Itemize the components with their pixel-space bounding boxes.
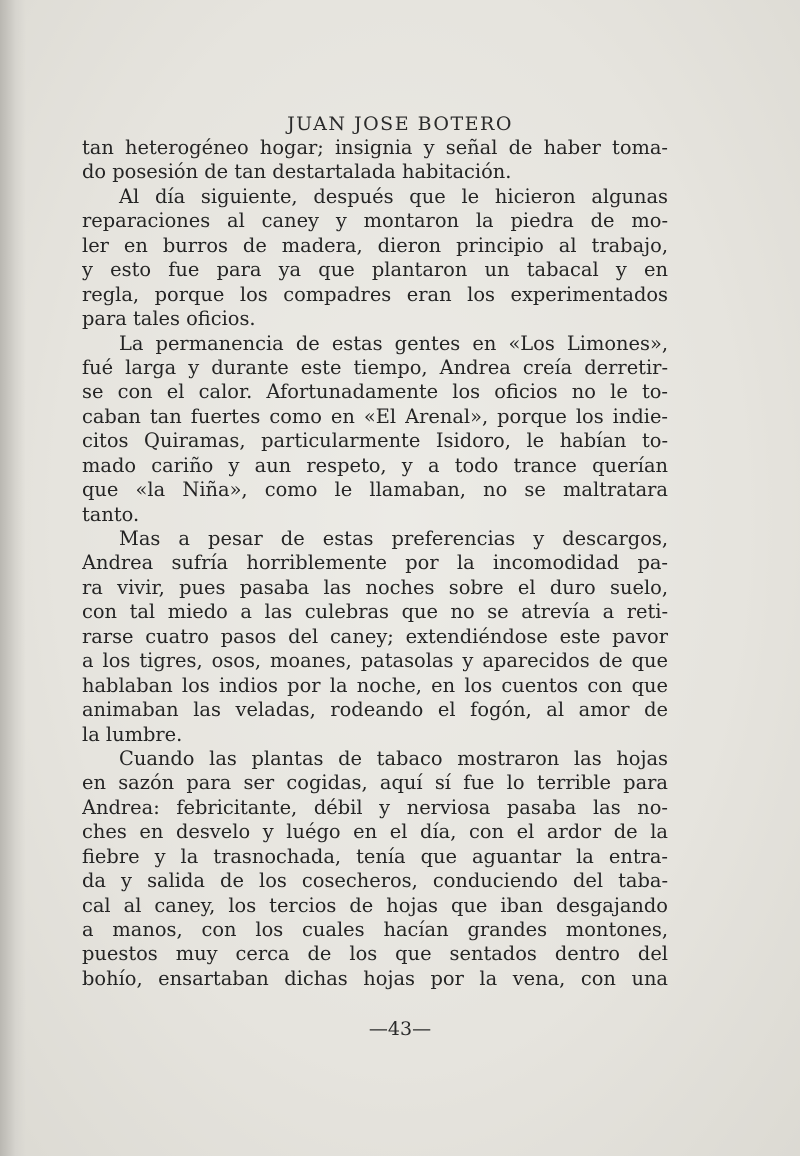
body-text [82,136,668,991]
text-line: citos Quiramas, particularmente Isidoro, le habían to- [82,429,668,453]
text-line: la lumbre. [82,722,183,746]
text-line: da y salida de los cosecheros, conduciendo del taba- [82,869,668,893]
text-line: regla, porque los compadres eran los experimentados [82,282,668,306]
text-line: a manos, con los cuales hacían grandes montones, [82,918,668,941]
text-line: con tal miedo a las culebras que no se atrevía a reti- [82,600,668,624]
running-head: JUAN JOSE BOTERO [287,113,513,135]
text-line: bohío, ensartaban dichas hojas por la vena, con una [82,966,668,990]
text-line: cal al caney, los tercios de hojas que iban desgajando [82,893,668,917]
text-line: Al día siguiente, después que le hicieron algunas [119,184,668,208]
text-line: puestos muy cerca de los que sentados dentro del [82,942,668,966]
text-line: tanto. [82,502,140,526]
text-line: Cuando las plantas de tabaco mostraron las hojas [119,746,668,770]
text-line: para tales oficios. [82,307,256,331]
text-line: ra vivir, pues pasaba las noches sobre el duro suelo, [82,575,668,599]
text-line: Mas a pesar de estas preferencias y descargos, [119,527,668,550]
text-line: que «la Niña», como le llamaban, no se maltratara [82,478,668,502]
text-line: rarse cuatro pasos del caney; extendiéndose este pavor [82,624,668,648]
page-number: —43— [368,1018,432,1040]
text-line: mado cariño y aun respeto, y a todo trance querían [82,453,668,477]
text-line: fiebre y la trasnochada, tenía que aguantar la entra- [82,844,668,868]
text-line: en sazón para ser cogidas, aquí sí fue lo terrible para [82,771,668,795]
text-line: Andrea: febricitante, débil y nerviosa pasaba las no- [82,795,668,819]
binding-shadow [0,0,26,1156]
text-line: fué larga y durante este tiempo, Andrea creía derretir- [82,355,668,379]
text-line: reparaciones al caney y montaron la piedra de mo- [82,209,668,233]
text-line: tan heterogéneo hogar; insignia y señal de haber toma- [82,136,668,159]
text-line: y esto fue para ya que plantaron un tabacal y en [82,258,668,282]
text-line: se con el calor. Afortunadamente los oficios no le to- [82,380,668,404]
text-line: hablaban los indios por la noche, en los cuentos con que [82,673,668,697]
text-line: La permanencia de estas gentes en «Los Limones», [119,331,668,355]
text-line: do posesión de tan destartalada habitación. [82,160,512,184]
text-line: ler en burros de madera, dieron principio al trabajo, [82,233,668,257]
text-line: ches en desvelo y luégo en el día, con el ardor de la [82,820,668,844]
text-line: a los tigres, osos, moanes, patasolas y aparecidos de que [82,649,668,673]
text-line: caban tan fuertes como en «El Arenal», porque los indie- [82,404,668,428]
text-line: animaban las veladas, rodeando el fogón, al amor de [82,698,668,722]
text-line: Andrea sufría horriblemente por la incomodidad pa- [82,551,668,575]
